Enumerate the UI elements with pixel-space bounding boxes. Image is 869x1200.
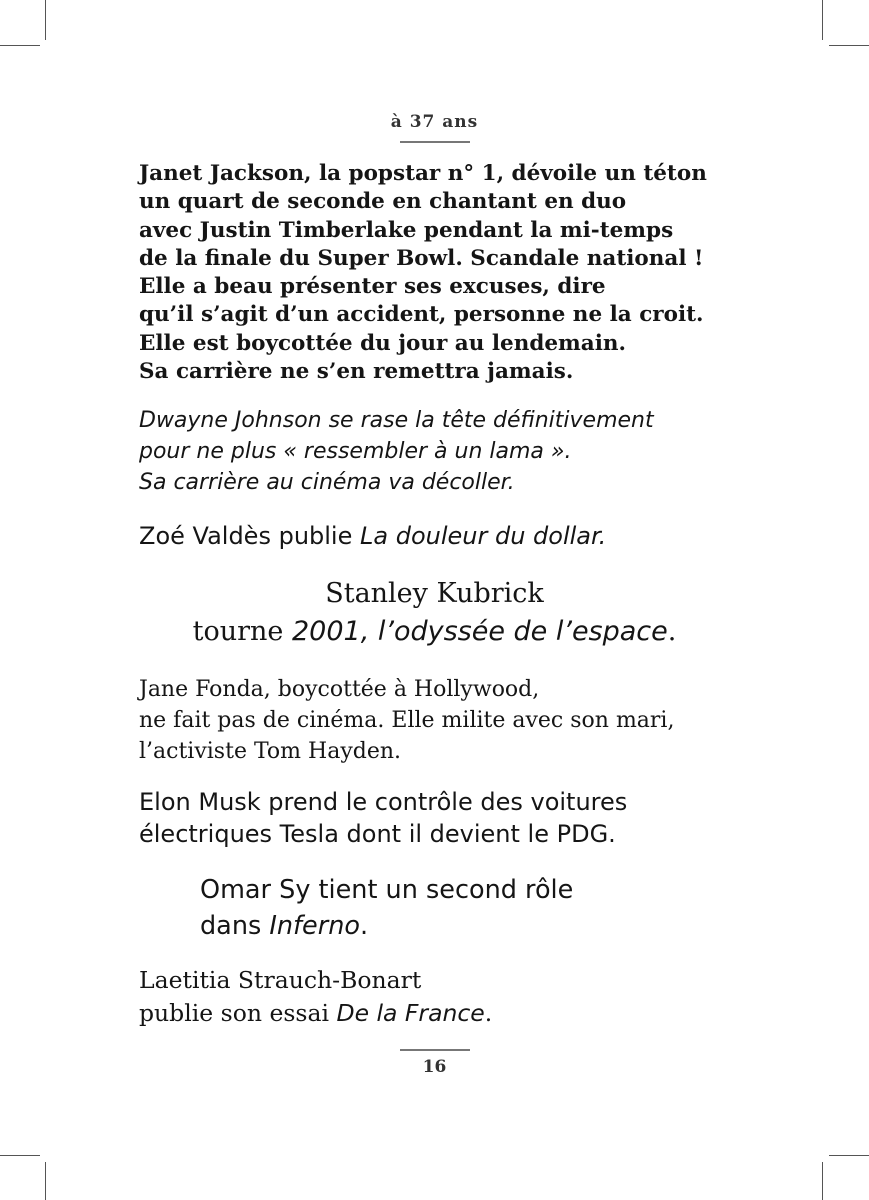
paragraph-stanley-kubrick (0, 575, 869, 651)
film-title: 2001, l’odyssée de l’espace (291, 616, 668, 647)
text-line: Elon Musk prend le contrôle des voitures (139, 788, 628, 816)
book-title: La douleur du dollar. (360, 522, 607, 550)
paragraph-janet-jackson (139, 160, 707, 386)
text-run: . (484, 999, 493, 1027)
crop-mark-bottom-left (0, 1155, 40, 1156)
crop-mark-bottom-right-vertical (822, 1162, 823, 1200)
paragraph-jane-fonda (139, 674, 674, 767)
text-line: pour ne plus « ressembler à un lama ». (139, 439, 572, 464)
crop-mark-top-right (829, 45, 869, 46)
text-line: avec Justin Timberlake pendant la mi-temps (139, 217, 674, 243)
text-line: ne fait pas de cinéma. Elle milite avec son mari, (139, 708, 675, 733)
text-run: . (667, 616, 677, 647)
text-line: Elle a beau présenter ses excuses, dire (139, 274, 606, 300)
text-line (0, 613, 869, 651)
text-line: Laetitia Strauch-Bonart (139, 966, 422, 994)
text-run: Zoé Valdès publie (139, 522, 360, 550)
text-line (139, 519, 606, 553)
text-line: Omar Sy tient un second rôle (200, 875, 574, 905)
text-line: électriques Tesla dont il devient le PDG. (139, 820, 616, 848)
text-line (200, 908, 573, 944)
text-line: Janet Jackson, la popstar n° 1, dévoile un téton (139, 161, 707, 186)
text-line: Sa carrière au cinéma va décoller. (139, 470, 515, 495)
crop-mark-top-right-vertical (822, 0, 823, 40)
text-line: Elle est boycottée du jour au lendemain. (139, 330, 627, 356)
header-rule (400, 141, 470, 143)
text-line: l’activiste Tom Hayden. (139, 739, 402, 764)
text-run: tourne (192, 616, 292, 647)
film-title: Inferno (269, 911, 360, 941)
page-number: 16 (422, 1057, 447, 1077)
text-line: Jane Fonda, boycottée à Hollywood, (139, 677, 540, 702)
text-run: publie son essai (139, 999, 337, 1027)
crop-mark-top-left (0, 45, 40, 46)
text-line: qu’il s’agit d’un accident, personne ne la croit. (139, 302, 704, 328)
running-header: à 37 ans (390, 112, 479, 132)
paragraph-laetitia-strauch-bonart (139, 964, 492, 1030)
text-line (139, 997, 492, 1030)
text-line: Sa carrière ne s’en remettra jamais. (139, 359, 574, 385)
text-line: de la finale du Super Bowl. Scandale national ! (139, 245, 704, 271)
paragraph-elon-musk (139, 786, 627, 850)
crop-mark-bottom-right (829, 1155, 869, 1156)
text-run: . (359, 911, 369, 941)
text-line: Stanley Kubrick (325, 578, 544, 609)
paragraph-dwayne-johnson (139, 405, 654, 498)
footer-rule (400, 1049, 470, 1051)
text-run: dans (200, 911, 270, 941)
paragraph-zoe-valdes (139, 519, 606, 553)
paragraph-omar-sy (200, 872, 573, 944)
crop-mark-bottom-left-vertical (45, 1162, 46, 1200)
text-line: un quart de seconde en chantant en duo (139, 189, 627, 215)
crop-mark-top-left-vertical (45, 0, 46, 40)
book-title: De la France (336, 999, 485, 1027)
text-line: Dwayne Johnson se rase la tête définitivement (139, 408, 654, 433)
